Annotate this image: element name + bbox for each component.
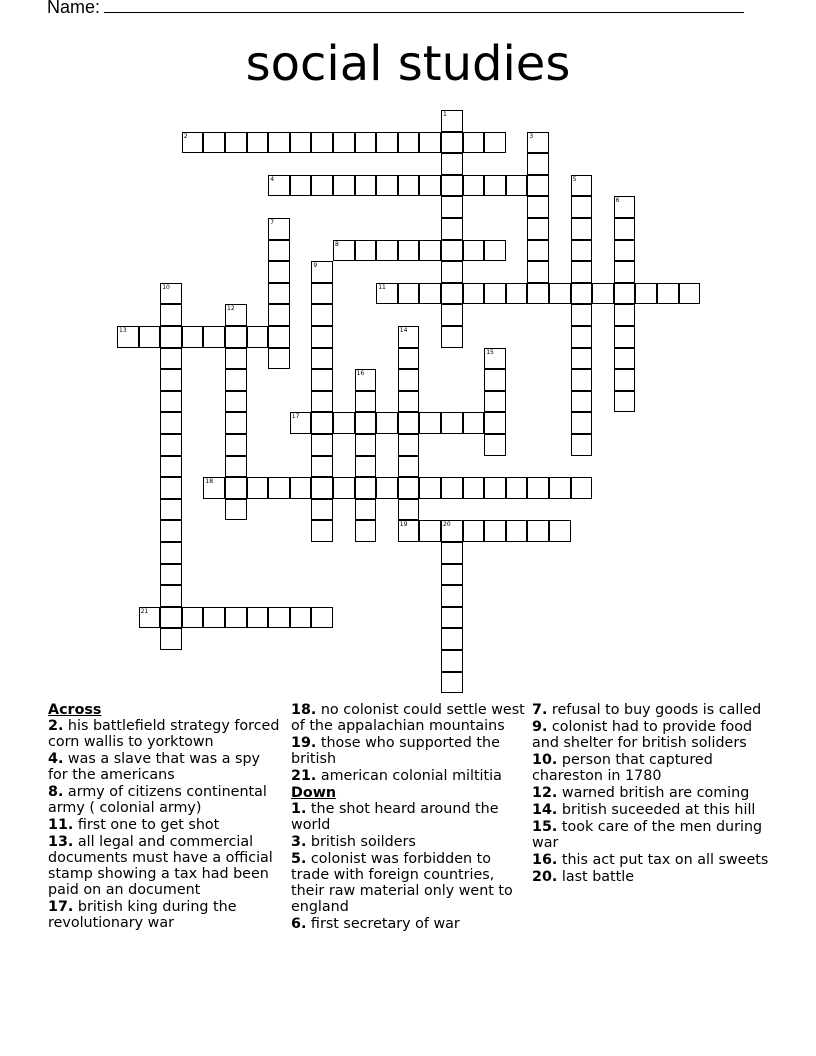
grid-cell[interactable] — [614, 196, 636, 218]
grid-cell[interactable] — [527, 261, 549, 283]
grid-cell[interactable] — [398, 175, 420, 197]
grid-cell[interactable] — [571, 240, 593, 262]
grid-cell[interactable] — [463, 283, 485, 305]
grid-cell[interactable] — [203, 607, 225, 629]
grid-cell[interactable] — [549, 477, 571, 499]
grid-cell[interactable] — [268, 132, 290, 154]
clue-number: 17. — [48, 899, 74, 915]
grid-cell[interactable] — [441, 304, 463, 326]
clue-text: army of citizens continental army ( colonial army) — [48, 784, 267, 816]
clue-number: 6. — [291, 916, 307, 932]
clue-number: 12 — [227, 305, 235, 313]
grid-cell[interactable] — [268, 477, 290, 499]
across-clue — [48, 899, 280, 931]
grid-cell[interactable] — [484, 175, 506, 197]
grid-cell[interactable] — [355, 132, 377, 154]
grid-cell[interactable] — [311, 261, 333, 283]
grid-cell[interactable] — [441, 477, 463, 499]
clue-number: 18. — [291, 702, 317, 718]
grid-cell[interactable] — [527, 218, 549, 240]
grid-cell[interactable] — [398, 348, 420, 370]
grid-cell[interactable] — [441, 261, 463, 283]
grid-cell[interactable] — [527, 196, 549, 218]
grid-cell[interactable] — [614, 326, 636, 348]
down-clue — [291, 801, 527, 833]
grid-cell[interactable] — [441, 412, 463, 434]
grid-cell[interactable] — [441, 175, 463, 197]
clue-number: 1. — [291, 801, 307, 817]
grid-cell[interactable] — [441, 283, 463, 305]
grid-cell[interactable] — [139, 326, 161, 348]
grid-cell[interactable] — [484, 132, 506, 154]
grid-cell[interactable] — [527, 153, 549, 175]
grid-cell[interactable] — [268, 348, 290, 370]
grid-cell[interactable] — [225, 348, 247, 370]
grid-cell[interactable] — [614, 391, 636, 413]
clue-number: 4. — [48, 751, 64, 767]
grid-cell[interactable] — [614, 240, 636, 262]
clue-text: all legal and commercial documents must have a official stamp showing a tax had been paid on an document — [48, 834, 273, 898]
grid-cell[interactable] — [311, 456, 333, 478]
clue-text: first secretary of war — [306, 916, 460, 932]
grid-cell[interactable] — [355, 520, 377, 542]
grid-cell[interactable] — [160, 434, 182, 456]
grid-cell[interactable] — [484, 434, 506, 456]
grid-cell[interactable] — [549, 283, 571, 305]
clue-text: took care of the men during war — [532, 819, 763, 851]
grid-cell[interactable] — [484, 369, 506, 391]
grid-cell[interactable] — [527, 132, 549, 154]
clue-number: 12. — [532, 785, 558, 801]
grid-cell[interactable] — [484, 348, 506, 370]
clue-number: 16. — [532, 852, 558, 868]
across-clue — [48, 718, 280, 750]
grid-cell[interactable] — [614, 304, 636, 326]
grid-cell[interactable] — [419, 132, 441, 154]
grid-cell[interactable] — [614, 369, 636, 391]
across-clue — [48, 817, 280, 833]
grid-cell[interactable] — [571, 261, 593, 283]
grid-cell[interactable] — [160, 412, 182, 434]
grid-cell[interactable] — [160, 348, 182, 370]
grid-cell[interactable] — [635, 283, 657, 305]
clue-number: 3 — [529, 132, 534, 140]
grid-cell[interactable] — [311, 369, 333, 391]
clue-number: 13 — [119, 327, 127, 334]
grid-cell[interactable] — [247, 477, 269, 499]
grid-cell[interactable] — [160, 520, 182, 542]
down-clue — [291, 916, 527, 932]
clue-text: the shot heard around the world — [291, 801, 499, 833]
grid-cell[interactable] — [679, 283, 701, 305]
grid-cell[interactable] — [355, 434, 377, 456]
grid-cell[interactable] — [225, 391, 247, 413]
grid-cell[interactable] — [549, 520, 571, 542]
clue-number: 19 — [399, 521, 408, 529]
grid-cell[interactable] — [571, 412, 593, 434]
grid-cell[interactable] — [225, 326, 247, 348]
grid-cell[interactable] — [398, 283, 420, 305]
grid-cell[interactable] — [311, 283, 333, 305]
grid-cell[interactable] — [268, 607, 290, 629]
clue-number: 2 — [183, 132, 188, 140]
grid-cell[interactable] — [441, 672, 463, 694]
clue-number: 4 — [270, 175, 275, 183]
down-clue — [532, 869, 772, 885]
grid-cell[interactable] — [398, 520, 420, 542]
grid-cell[interactable] — [225, 477, 247, 499]
grid-cell[interactable] — [139, 607, 161, 629]
clue-number: 17 — [291, 413, 300, 421]
clue-text: his battlefield strategy forced corn wallis to yorktown — [48, 718, 280, 750]
grid-cell[interactable] — [571, 348, 593, 370]
grid-cell[interactable] — [160, 628, 182, 650]
grid-cell[interactable] — [419, 477, 441, 499]
clue-number: 21. — [291, 768, 317, 784]
clue-number: 20. — [532, 869, 558, 885]
down-clue — [532, 785, 772, 801]
clue-number: 11 — [378, 283, 386, 291]
clue-number: 15. — [532, 819, 558, 835]
grid-cell[interactable] — [247, 132, 269, 154]
grid-cell[interactable] — [571, 477, 593, 499]
grid-cell[interactable] — [506, 520, 528, 542]
grid-cell[interactable] — [527, 477, 549, 499]
grid-cell[interactable] — [268, 304, 290, 326]
grid-cell[interactable] — [333, 175, 355, 197]
clue-number: 14. — [532, 802, 558, 818]
grid-cell[interactable] — [484, 391, 506, 413]
grid-cell[interactable] — [290, 175, 312, 197]
grid-cell[interactable] — [290, 607, 312, 629]
clue-text: those who supported the british — [291, 735, 500, 767]
clue-text: american colonial miltitia — [316, 768, 502, 784]
grid-cell[interactable] — [355, 175, 377, 197]
grid-cell[interactable] — [311, 477, 333, 499]
clue-number: 21 — [140, 607, 149, 615]
grid-cell[interactable] — [290, 477, 312, 499]
grid-cell[interactable] — [614, 261, 636, 283]
grid-cell[interactable] — [311, 175, 333, 197]
grid-cell[interactable] — [311, 499, 333, 521]
grid-cell[interactable] — [571, 196, 593, 218]
down-clue — [291, 851, 527, 915]
grid-cell[interactable] — [311, 607, 333, 629]
grid-cell[interactable] — [571, 175, 593, 197]
grid-cell[interactable] — [333, 477, 355, 499]
grid-cell[interactable] — [506, 283, 528, 305]
grid-cell[interactable] — [311, 434, 333, 456]
grid-cell[interactable] — [571, 326, 593, 348]
grid-cell[interactable] — [527, 283, 549, 305]
across-clue — [291, 735, 527, 767]
grid-cell[interactable] — [311, 391, 333, 413]
grid-cell[interactable] — [290, 132, 312, 154]
across-clue — [291, 768, 527, 784]
grid-cell[interactable] — [225, 412, 247, 434]
clue-number: 18 — [205, 478, 214, 486]
grid-cell[interactable] — [398, 456, 420, 478]
clue-number: 14 — [399, 327, 408, 334]
clue-number: 16 — [356, 370, 365, 378]
clue-number: 9. — [532, 719, 548, 735]
grid-cell[interactable] — [441, 153, 463, 175]
grid-cell[interactable] — [268, 261, 290, 283]
grid-cell[interactable] — [463, 477, 485, 499]
grid-cell[interactable] — [527, 175, 549, 197]
grid-cell[interactable] — [398, 477, 420, 499]
grid-cell[interactable] — [311, 412, 333, 434]
grid-cell[interactable] — [571, 218, 593, 240]
grid-cell[interactable] — [182, 607, 204, 629]
clues-column-2 — [291, 702, 527, 933]
grid-cell[interactable] — [376, 283, 398, 305]
clue-number: 8 — [335, 240, 339, 248]
clues-column-3 — [532, 702, 772, 886]
down-clue — [532, 702, 772, 718]
grid-cell[interactable] — [160, 499, 182, 521]
grid-cell[interactable] — [355, 391, 377, 413]
clue-number: 19. — [291, 735, 317, 751]
grid-cell[interactable] — [419, 520, 441, 542]
clue-number: 7 — [270, 219, 275, 226]
clue-text: warned british are coming — [557, 785, 750, 801]
grid-cell[interactable] — [355, 240, 377, 262]
grid-cell[interactable] — [614, 218, 636, 240]
grid-cell[interactable] — [419, 412, 441, 434]
clues-column-1 — [48, 702, 280, 932]
clue-text: colonist was forbidden to trade with foreign countries, their raw material only went to england — [291, 851, 513, 915]
grid-cell[interactable] — [484, 477, 506, 499]
clue-text: british king during the revolutionary war — [48, 899, 237, 931]
clue-number: 5 — [572, 175, 577, 183]
grid-cell[interactable] — [398, 240, 420, 262]
clue-number: 20 — [443, 521, 451, 529]
clue-number: 7. — [532, 702, 548, 718]
grid-cell[interactable] — [441, 585, 463, 607]
grid-cell[interactable] — [441, 240, 463, 262]
grid-cell[interactable] — [614, 283, 636, 305]
grid-cell[interactable] — [268, 326, 290, 348]
grid-cell[interactable] — [311, 348, 333, 370]
grid-cell[interactable] — [571, 283, 593, 305]
grid-cell[interactable] — [398, 391, 420, 413]
grid-cell[interactable] — [247, 326, 269, 348]
grid-cell[interactable] — [441, 650, 463, 672]
down-clue — [532, 852, 772, 868]
grid-cell[interactable] — [311, 304, 333, 326]
grid-cell[interactable] — [484, 240, 506, 262]
grid-cell[interactable] — [571, 304, 593, 326]
grid-cell[interactable] — [506, 477, 528, 499]
grid-cell[interactable] — [441, 326, 463, 348]
clue-text: last battle — [557, 869, 635, 885]
grid-cell[interactable] — [355, 369, 377, 391]
grid-cell[interactable] — [333, 132, 355, 154]
grid-cell[interactable] — [355, 412, 377, 434]
grid-cell[interactable] — [463, 240, 485, 262]
grid-cell[interactable] — [463, 412, 485, 434]
grid-cell[interactable] — [268, 240, 290, 262]
down-clue — [532, 819, 772, 851]
grid-cell[interactable] — [614, 348, 636, 370]
grid-cell[interactable] — [182, 132, 204, 154]
across-clue — [48, 751, 280, 783]
clue-number: 8. — [48, 784, 64, 800]
grid-cell[interactable] — [419, 240, 441, 262]
grid-cell[interactable] — [311, 132, 333, 154]
page-title: social studies — [245, 36, 571, 92]
grid-cell[interactable] — [160, 585, 182, 607]
grid-cell[interactable] — [484, 283, 506, 305]
clue-number: 3. — [291, 834, 307, 850]
grid-cell[interactable] — [398, 412, 420, 434]
grid-cell[interactable] — [311, 326, 333, 348]
grid-cell[interactable] — [441, 628, 463, 650]
across-clue — [48, 784, 280, 816]
grid-cell[interactable] — [160, 607, 182, 629]
grid-cell[interactable] — [376, 477, 398, 499]
clue-text: no colonist could settle west of the appalachian mountains — [291, 702, 525, 734]
down-clue — [532, 752, 772, 784]
grid-cell[interactable] — [441, 132, 463, 154]
clue-text: british soilders — [306, 834, 416, 850]
grid-cell[interactable] — [398, 434, 420, 456]
grid-cell[interactable] — [225, 369, 247, 391]
clue-number: 1 — [443, 111, 447, 118]
grid-cell[interactable] — [225, 499, 247, 521]
grid-cell[interactable] — [160, 304, 182, 326]
clue-text: british suceeded at this hill — [557, 802, 756, 818]
grid-cell[interactable] — [441, 607, 463, 629]
clue-number: 10 — [162, 283, 170, 291]
grid-cell[interactable] — [463, 175, 485, 197]
grid-cell[interactable] — [160, 326, 182, 348]
across-clue — [291, 702, 527, 734]
grid-cell[interactable] — [225, 434, 247, 456]
grid-cell[interactable] — [333, 240, 355, 262]
grid-cell[interactable] — [657, 283, 679, 305]
grid-cell[interactable] — [506, 175, 528, 197]
grid-cell[interactable] — [571, 369, 593, 391]
grid-cell[interactable] — [527, 240, 549, 262]
clue-number: 13. — [48, 834, 74, 850]
grid-cell[interactable] — [225, 607, 247, 629]
grid-cell[interactable] — [355, 499, 377, 521]
grid-cell[interactable] — [160, 456, 182, 478]
grid-cell[interactable] — [398, 326, 420, 348]
across-header: Across — [48, 702, 102, 718]
grid-cell[interactable] — [376, 240, 398, 262]
grid-cell[interactable] — [398, 132, 420, 154]
down-clue — [532, 719, 772, 751]
across-clue — [48, 834, 280, 898]
grid-cell[interactable] — [376, 175, 398, 197]
grid-cell[interactable] — [571, 434, 593, 456]
grid-cell[interactable] — [160, 369, 182, 391]
grid-cell[interactable] — [441, 564, 463, 586]
grid-cell[interactable] — [355, 456, 377, 478]
clue-text: this act put tax on all sweets — [557, 852, 769, 868]
grid-cell[interactable] — [268, 175, 290, 197]
clue-number: 15 — [486, 348, 494, 356]
grid-cell[interactable] — [247, 607, 269, 629]
grid-cell[interactable] — [419, 175, 441, 197]
grid-cell[interactable] — [225, 132, 247, 154]
grid-cell[interactable] — [484, 412, 506, 434]
grid-cell[interactable] — [160, 542, 182, 564]
clue-number: 9 — [313, 262, 318, 270]
grid-cell[interactable] — [311, 520, 333, 542]
grid-cell[interactable] — [376, 132, 398, 154]
grid-cell[interactable] — [441, 196, 463, 218]
clue-text: refusal to buy goods is called — [547, 702, 762, 718]
clue-text: colonist had to provide food and shelter for british soliders — [532, 719, 753, 751]
grid-cell[interactable] — [203, 132, 225, 154]
clue-number: 2. — [48, 718, 64, 734]
grid-cell[interactable] — [592, 283, 614, 305]
grid-cell[interactable] — [160, 564, 182, 586]
grid-cell[interactable] — [527, 520, 549, 542]
grid-cell[interactable] — [463, 132, 485, 154]
grid-cell[interactable] — [333, 412, 355, 434]
clue-number: 5. — [291, 851, 307, 867]
grid-cell[interactable] — [268, 218, 290, 240]
grid-cell[interactable] — [117, 326, 139, 348]
grid-cell[interactable] — [160, 283, 182, 305]
grid-cell[interactable] — [463, 520, 485, 542]
grid-cell[interactable] — [441, 542, 463, 564]
clue-text: was a slave that was a spy for the americans — [48, 751, 260, 783]
grid-cell[interactable] — [376, 412, 398, 434]
grid-cell[interactable] — [355, 477, 377, 499]
clue-number: 10. — [532, 752, 558, 768]
grid-cell[interactable] — [203, 326, 225, 348]
grid-cell[interactable] — [203, 477, 225, 499]
clue-text: first one to get shot — [73, 817, 220, 833]
name-label: Name: — [47, 0, 101, 17]
grid-cell[interactable] — [441, 520, 463, 542]
clue-number: 6 — [615, 197, 620, 205]
down-clue — [532, 802, 772, 818]
grid-cell[interactable] — [268, 283, 290, 305]
grid-cell[interactable] — [182, 326, 204, 348]
grid-cell[interactable] — [398, 499, 420, 521]
grid-cell[interactable] — [160, 477, 182, 499]
grid-cell[interactable] — [419, 283, 441, 305]
grid-cell[interactable] — [441, 110, 463, 132]
down-header: Down — [291, 785, 337, 801]
grid-cell[interactable] — [225, 304, 247, 326]
grid-cell[interactable] — [160, 391, 182, 413]
clue-number: 11. — [48, 817, 74, 833]
grid-cell[interactable] — [225, 456, 247, 478]
down-clue — [291, 834, 527, 850]
clue-text: person that captured chareston in 1780 — [532, 752, 713, 784]
grid-cell[interactable] — [290, 412, 312, 434]
grid-cell[interactable] — [441, 218, 463, 240]
grid-cell[interactable] — [484, 520, 506, 542]
grid-cell[interactable] — [571, 391, 593, 413]
grid-cell[interactable] — [398, 369, 420, 391]
